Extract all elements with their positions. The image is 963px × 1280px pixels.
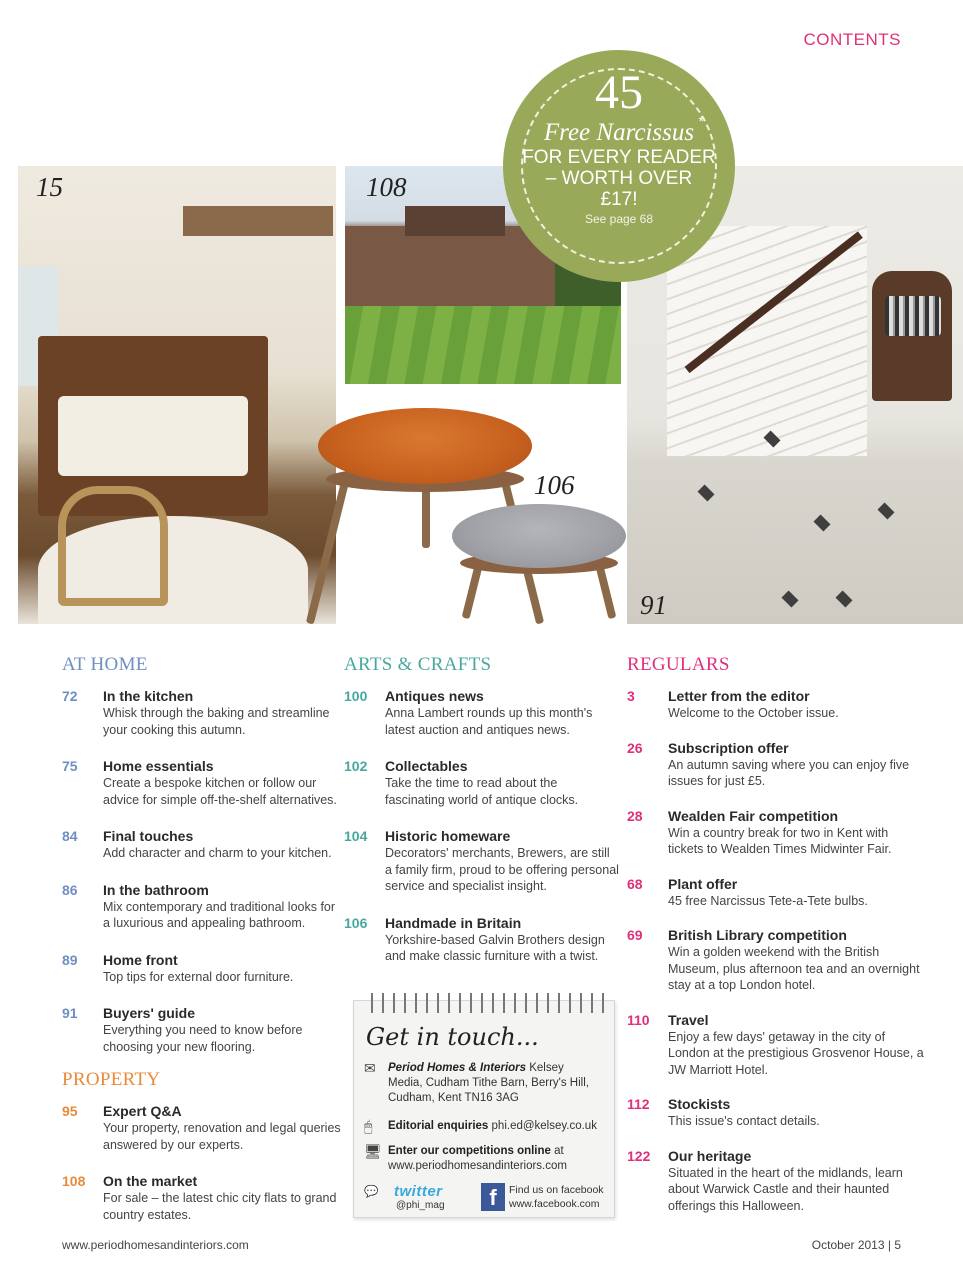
letter-icon: ✉ [364, 1060, 376, 1076]
entry-title: In the bathroom [103, 881, 209, 898]
entry-desc: An autumn saving where you can enjoy five issues for just £5. [668, 757, 910, 788]
entry-title: Historic homeware [385, 828, 511, 844]
entry-page: 72 [62, 688, 78, 704]
entry-desc: For sale – the latest chic city flats to grand country estates. [103, 1191, 337, 1222]
photo-page-number: 108 [366, 172, 407, 202]
facebook-url[interactable]: www.facebook.com [509, 1198, 600, 1210]
contents-entry[interactable] [62, 882, 342, 932]
entry-page: 110 [627, 1011, 650, 1028]
entry-desc: This issue's contact details. [668, 1114, 820, 1128]
entry-desc: Enjoy a few days' getaway in the city of London at the prestigious Grosvenor House, a JW Marriott Hotel. [668, 1029, 924, 1077]
contents-entry[interactable] [344, 828, 620, 895]
magazine-name: Period Homes & Interiors [388, 1062, 527, 1074]
entry-page: 102 [344, 758, 368, 774]
chat-bubbles-icon: 💬 [364, 1186, 379, 1198]
entry-title: Home essentials [103, 758, 214, 774]
entry-page: 104 [344, 828, 368, 844]
entry-title: Antiques news [385, 688, 484, 704]
contents-entry[interactable] [627, 1096, 927, 1130]
entry-desc: Create a bespoke kitchen or follow our advice for simple off-the-shelf alternatives. [103, 776, 337, 807]
entry-desc: Everything you need to know before choosing your new flooring. [103, 1023, 303, 1054]
entry-title: British Library competition [668, 927, 847, 943]
entry-title: Buyers' guide [103, 1005, 196, 1021]
nursery-photo [18, 166, 336, 624]
facebook-line: Find us on facebook [509, 1184, 604, 1196]
entry-page: 91 [62, 1005, 78, 1021]
entry-title: Home front [103, 951, 178, 968]
contents-entry[interactable] [344, 915, 620, 965]
at-home-column [62, 654, 342, 1223]
entry-title: On the market [103, 1173, 198, 1189]
entry-desc: Decorators' merchants, Brewers, are still a family firm, proud to be offering personal service and specialist insight. [385, 846, 619, 893]
twitter-handle[interactable]: @phi_mag [396, 1200, 445, 1211]
competitions-url[interactable]: www.periodhomesandinteriors.com [388, 1160, 567, 1172]
entry-page: 75 [62, 758, 78, 774]
competitions-label: Enter our competitions online [388, 1145, 551, 1157]
badge-line: £17! [600, 189, 638, 210]
section-heading-at-home: AT HOME [62, 654, 148, 675]
address-line: Cudham, Kent TN16 3AG [388, 1092, 519, 1104]
mouse-icon: 🖱 [364, 1118, 373, 1134]
entry-desc: Welcome to the October issue. [668, 706, 839, 720]
grey-stool [452, 504, 626, 618]
entry-desc: 45 free Narcissus Tete-a-Tete bulbs. [668, 893, 868, 908]
photo-page-number: 15 [36, 172, 63, 202]
entry-desc: Situated in the heart of the midlands, learn about Warwick Castle and their haunted offerings this Halloween. [668, 1165, 903, 1213]
photo-page-number: 91 [640, 590, 667, 620]
entry-desc: Yorkshire-based Galvin Brothers design and make classic furniture with a twist. [385, 932, 605, 963]
badge-asterisk: * [698, 113, 704, 129]
entry-title: Plant offer [668, 875, 738, 892]
competitions-at: at [550, 1145, 564, 1157]
entry-title: In the kitchen [103, 688, 194, 704]
entry-page: 108 [62, 1173, 86, 1189]
entry-desc: Mix contemporary and traditional looks for a luxurious and appealing bathroom. [103, 899, 336, 930]
editorial-email[interactable]: phi.ed@kelsey.co.uk [488, 1120, 597, 1132]
entry-page: 84 [62, 828, 78, 844]
entry-title: Final touches [103, 828, 194, 844]
entry-page: 106 [344, 914, 368, 931]
footer-page-number: 5 [894, 1238, 901, 1252]
entry-title: Wealden Fair competition [668, 807, 839, 824]
facebook-icon[interactable]: f [481, 1183, 505, 1211]
contents-entry[interactable] [62, 952, 342, 986]
facebook-info[interactable] [509, 1183, 604, 1211]
section-label: CONTENTS [803, 30, 901, 49]
entry-page: 26 [627, 739, 643, 756]
entry-page: 89 [62, 951, 78, 968]
footer-separator: | [884, 1238, 895, 1252]
regulars-column [627, 654, 927, 1214]
entry-desc: Top tips for external door furniture. [103, 969, 294, 984]
editorial-enquiries[interactable] [364, 1119, 597, 1134]
entry-page: 100 [344, 688, 368, 704]
entry-page: 122 [627, 1147, 651, 1164]
entry-desc: Anna Lambert rounds up this month's latest auction and antiques news. [385, 706, 593, 737]
contents-entry[interactable] [62, 1103, 342, 1153]
entry-title: Stockists [668, 1096, 731, 1112]
get-in-touch-notepad [353, 1000, 615, 1218]
postal-address [364, 1061, 589, 1106]
contents-entry[interactable] [627, 876, 927, 910]
entry-desc: Win a golden weekend with the British Museum, plus afternoon tea and an overnight stay at a top London hotel. [668, 945, 920, 992]
badge-see-page: See page 68 [584, 212, 654, 226]
contents-entry[interactable] [627, 1012, 927, 1079]
entry-desc: Add character and charm to your kitchen. [103, 846, 332, 860]
competitions-online[interactable] [364, 1144, 567, 1174]
section-heading-regulars: REGULARS [627, 654, 730, 675]
contents-entry[interactable] [62, 828, 342, 862]
entry-title: Travel [668, 1011, 709, 1028]
entry-page: 86 [62, 881, 78, 898]
contents-entry[interactable] [62, 1005, 342, 1055]
contents-entry[interactable] [62, 1173, 342, 1223]
section-heading-property: PROPERTY [62, 1069, 161, 1090]
contents-entry[interactable] [344, 688, 620, 738]
computer-icon: 🖥 [364, 1143, 382, 1159]
entry-desc: Whisk through the baking and streamline your cooking this autumn. [103, 706, 330, 737]
contents-entry[interactable] [627, 740, 927, 790]
contents-entry[interactable] [627, 1148, 927, 1215]
footer-website[interactable]: www.periodhomesandinteriors.com [62, 1238, 249, 1252]
contents-entry[interactable] [62, 758, 342, 808]
address-line: Media, Cudham Tithe Barn, Berry's Hill, [388, 1077, 589, 1089]
entry-page: 69 [627, 927, 643, 943]
entry-page: 3 [627, 688, 635, 704]
contents-entry[interactable] [344, 758, 620, 808]
contents-entry[interactable] [627, 688, 927, 722]
narcissus-offer-badge[interactable] [508, 55, 730, 277]
entry-page: 112 [627, 1096, 650, 1112]
entry-page: 68 [627, 875, 643, 892]
footer-issue-date: October 2013 [811, 1238, 885, 1252]
entry-page: 28 [627, 807, 643, 824]
photo-page-number: 106 [534, 470, 575, 500]
entry-title: Subscription offer [668, 739, 789, 756]
editorial-label: Editorial enquiries [388, 1120, 489, 1132]
badge-headline: Free Narcissus [543, 119, 695, 146]
contents-entry[interactable] [627, 808, 927, 858]
spiral-binding [366, 993, 604, 1013]
contents-entry[interactable] [627, 927, 927, 994]
entry-desc: Win a country break for two in Kent with tickets to Wealden Times Midwinter Fair. [668, 825, 892, 856]
entry-desc: Take the time to read about the fascinating world of antique clocks. [385, 776, 579, 807]
entry-title: Collectables [385, 758, 468, 774]
twitter-logo[interactable]: twitter [394, 1183, 443, 1200]
contents-entry[interactable] [62, 688, 342, 738]
badge-line: FOR EVERY READER [522, 147, 716, 168]
entry-title: Expert Q&A [103, 1103, 182, 1119]
entry-desc: Your property, renovation and legal queries answered by our experts. [103, 1121, 341, 1152]
arts-crafts-column [344, 654, 620, 965]
entry-title: Letter from the editor [668, 688, 810, 704]
entry-title: Handmade in Britain [385, 914, 522, 931]
entry-page: 95 [62, 1103, 78, 1119]
entry-title: Our heritage [668, 1147, 752, 1164]
address-line: Kelsey [526, 1062, 564, 1074]
footer-issue [812, 1238, 901, 1252]
badge-number: 45 [595, 66, 643, 119]
section-heading-arts-crafts: ARTS & CRAFTS [344, 654, 492, 675]
badge-line: – WORTH OVER [545, 168, 693, 189]
get-in-touch-title: Get in touch... [366, 1023, 539, 1051]
